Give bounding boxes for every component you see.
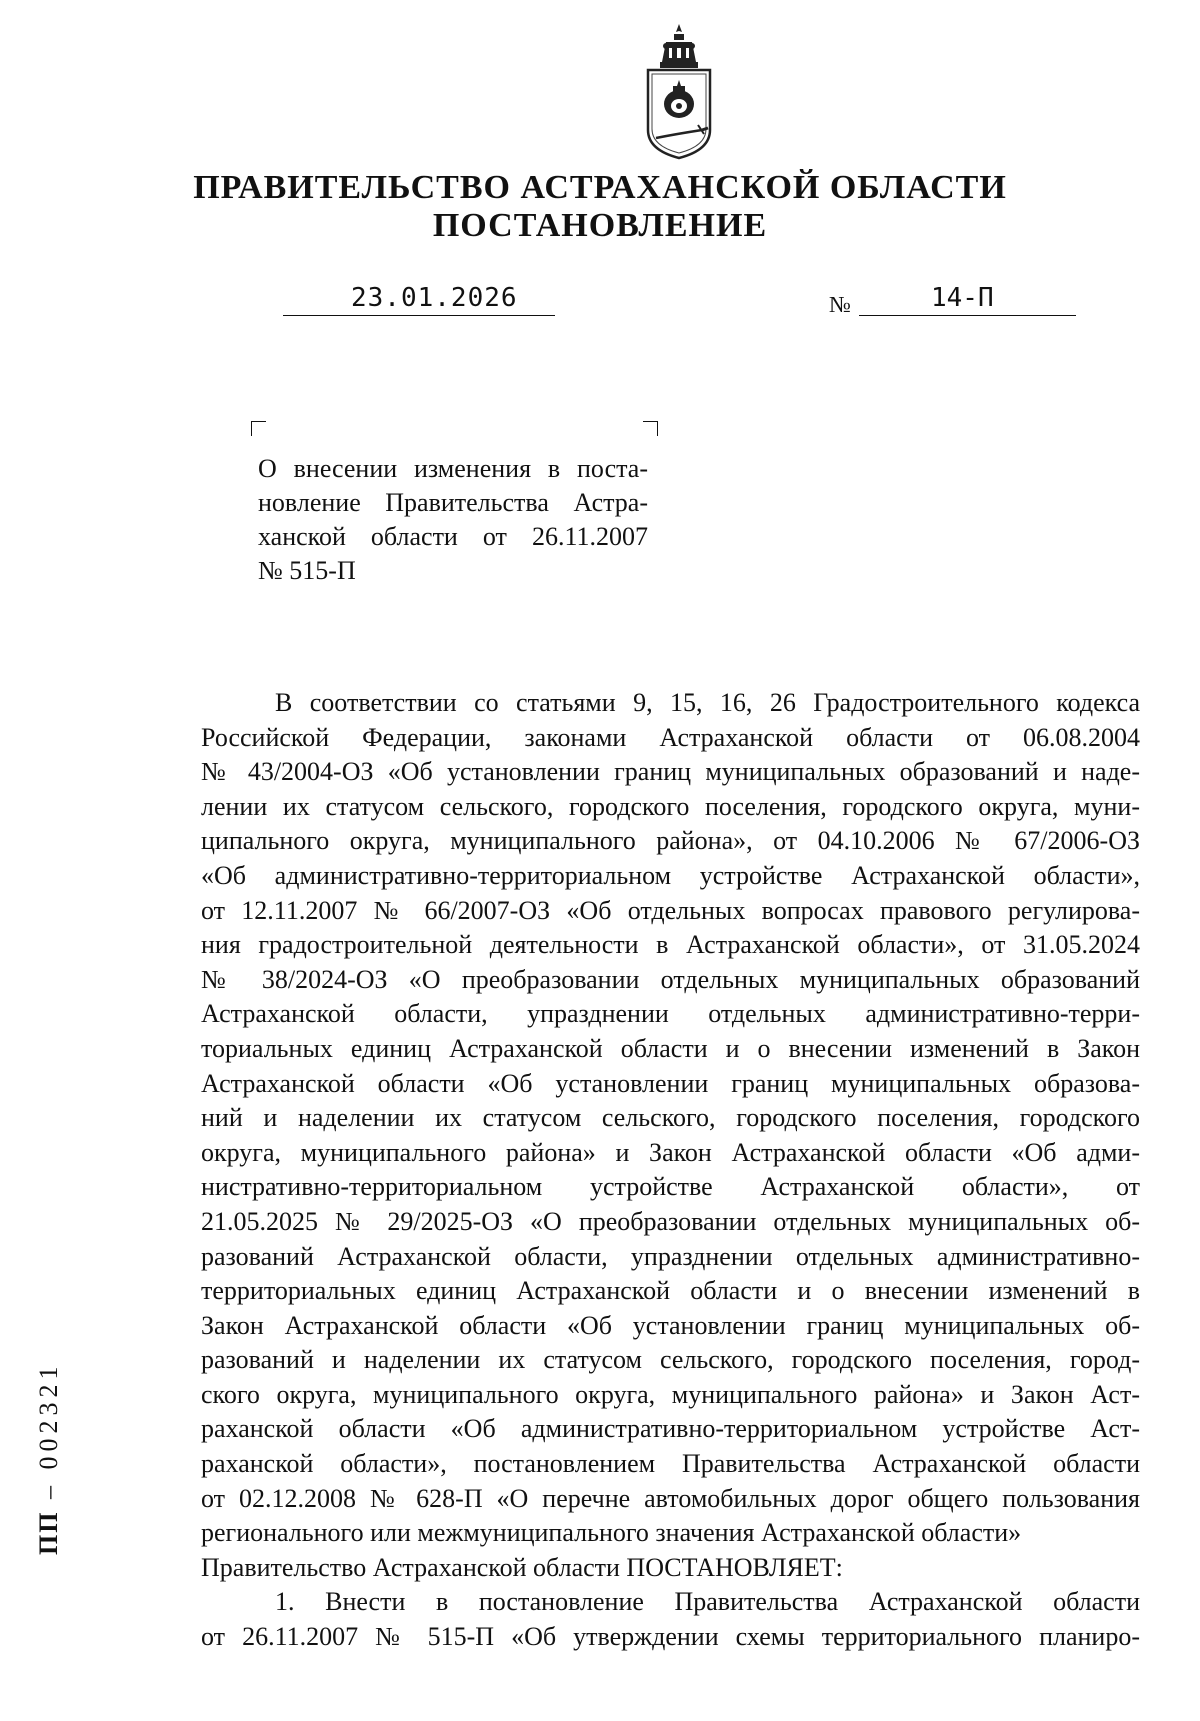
body-line: регионального или межмуниципального значения Астраханской области»: [201, 1518, 1022, 1548]
body-line: ципального округа, муниципального района», от 04.10.2006 № 67/2006-ОЗ: [201, 826, 1140, 856]
body-line: от 02.12.2008 № 628-П «О перечне автомобильных дорог общего пользования: [201, 1483, 1140, 1513]
body-line: Закон Астраханской области «Об установлении границ муниципальных об-: [201, 1310, 1140, 1340]
body-line: разований и наделении их статусом сельского, городского поселения, город-: [201, 1345, 1140, 1375]
body-line: от 12.11.2007 № 66/2007-ОЗ «Об отдельных вопросах правового регулирова-: [201, 895, 1140, 925]
document-number: 14-П: [931, 283, 994, 313]
body-line: «Об административно-территориальном устройстве Астраханской области»,: [201, 860, 1140, 890]
body-line: ториальных единиц Астраханской области и о внесении изменений в Закон: [201, 1033, 1140, 1063]
body-line: 21.05.2025 № 29/2025-ОЗ «О преобразовании отдельных муниципальных об-: [201, 1206, 1140, 1236]
body-line: В соответствии со статьями 9, 15, 16, 26 Градостроительного кодекса: [275, 688, 1140, 717]
body-line: лении их статусом сельского, городского поселения, городского округа, муни-: [201, 791, 1140, 821]
subject-line: № 515-П: [258, 556, 356, 585]
subject-line: ханской области от 26.11.2007: [258, 522, 648, 551]
document-subject: [258, 452, 648, 588]
body-line: от 26.11.2007 № 515-П «Об утверждении схемы территориального планиро-: [201, 1622, 1140, 1652]
coat-of-arms-icon: [636, 22, 722, 162]
body-line: раханской области», постановлением Правительства Астраханской области: [201, 1449, 1140, 1479]
body-line: разований Астраханской области, упразднении отдельных административно-: [201, 1241, 1140, 1271]
body-line: территориальных единиц Астраханской области и о внесении изменений в: [201, 1276, 1140, 1306]
form-dash: –: [34, 1481, 63, 1500]
document-body: [201, 686, 1140, 1655]
number-field: [859, 285, 1076, 316]
body-line: № 38/2024-ОЗ «О преобразовании отдельных муниципальных образований: [201, 964, 1140, 994]
body-line: Астраханской области, упразднении отдельных административно-терри-: [201, 999, 1140, 1029]
body-line: Правительство Астраханской области ПОСТАНОВЛЯЕТ:: [201, 1552, 843, 1582]
subject-line: О внесении изменения в поста-: [258, 454, 648, 483]
body-line: нистративно-территориальном устройстве Астраханской области», от: [201, 1172, 1140, 1202]
document-type-title: ПОСТАНОВЛЕНИЕ: [432, 207, 768, 244]
government-title: ПРАВИТЕЛЬСТВО АСТРАХАНСКОЙ ОБЛАСТИ: [193, 169, 1007, 206]
body-line: ского округа, муниципального округа, муниципального района» и Закон Аст-: [201, 1379, 1140, 1409]
form-serial-number: [34, 1362, 64, 1555]
body-line: Российской Федерации, законами Астраханской области от 06.08.2004: [201, 722, 1140, 752]
subject-corner-left: [251, 421, 266, 436]
subject-line: новление Правительства Астра-: [258, 488, 648, 517]
form-serial: 002321: [34, 1361, 63, 1470]
body-line: ния градостроительной деятельности в Астраханской области», от 31.05.2024: [201, 930, 1140, 960]
body-line: раханской области «Об административно-территориальном устройстве Аст-: [201, 1414, 1140, 1444]
subject-corner-right: [643, 421, 658, 436]
document-date: 23.01.2026: [351, 283, 518, 313]
body-line: Астраханской области «Об установлении границ муниципальных образова-: [201, 1068, 1140, 1098]
number-sign: №: [829, 292, 851, 317]
date-field: [283, 285, 555, 316]
body-line: округа, муниципального района» и Закон Астраханской области «Об адми-: [201, 1137, 1140, 1167]
body-line: 1. Внести в постановление Правительства Астраханской области: [275, 1587, 1140, 1617]
body-line: ний и наделении их статусом сельского, городского поселения, городского: [201, 1103, 1140, 1133]
body-line: № 43/2004-ОЗ «Об установлении границ муниципальных образований и наде-: [201, 757, 1140, 787]
form-series: ПП: [34, 1510, 63, 1555]
